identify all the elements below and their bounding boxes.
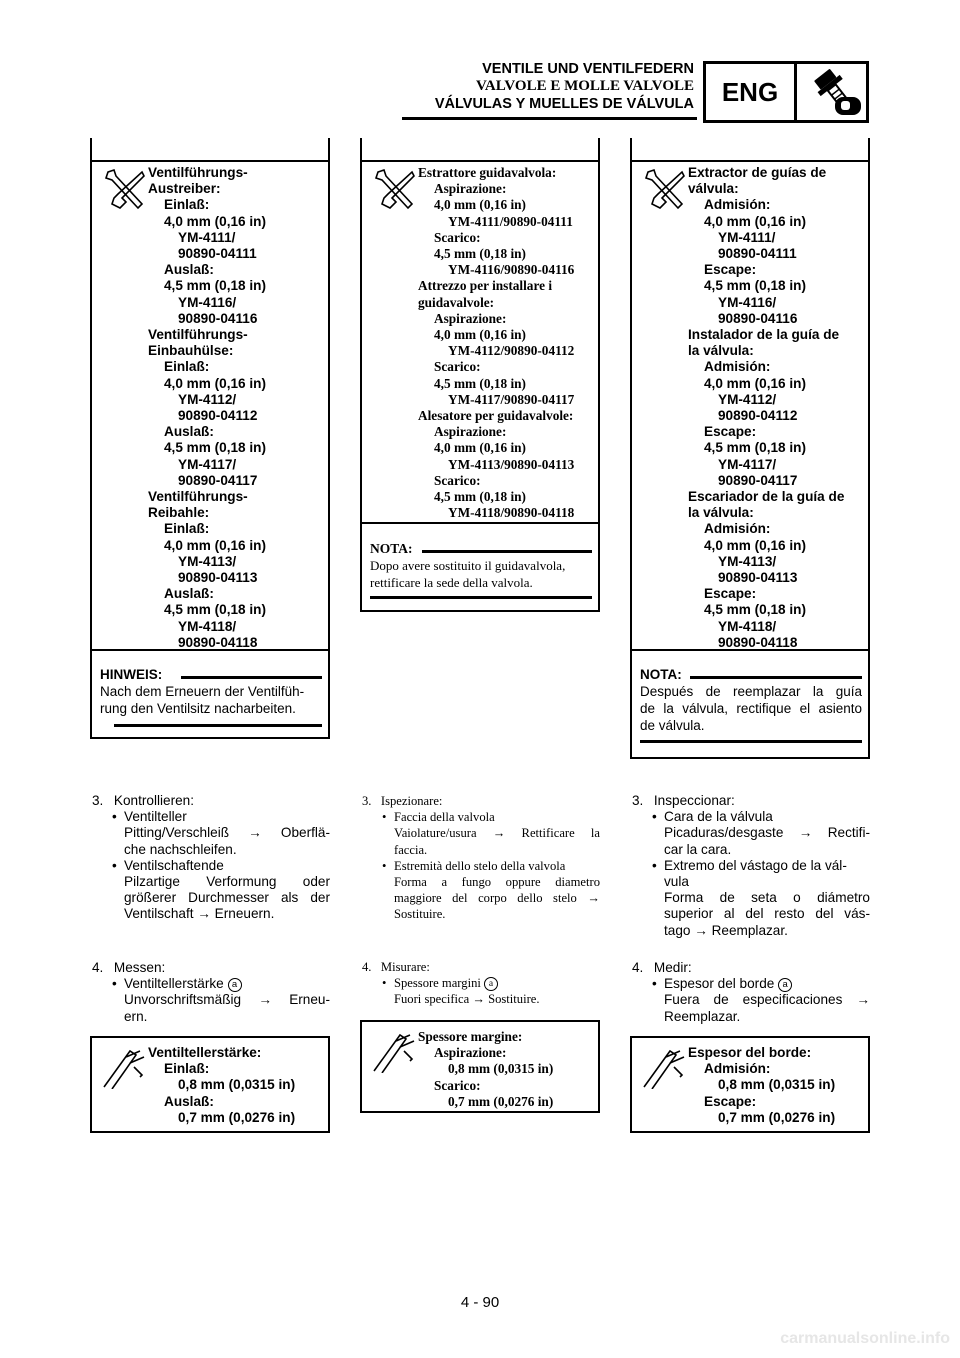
step-detail-line: maggiore del corpo dello stelo → xyxy=(394,891,600,906)
step-detail-line: Reemplazar. xyxy=(664,1008,741,1024)
tool-line: 4,0 mm (0,16 in) xyxy=(704,537,806,553)
step-heading: 4. Misurare: xyxy=(362,960,430,974)
tool-line: 4,5 mm (0,18 in) xyxy=(704,278,806,294)
bullet-item xyxy=(92,976,330,992)
tool-line: 4,5 mm (0,18 in) xyxy=(434,489,526,505)
box-left-tick xyxy=(90,138,92,160)
tool-line: 90890-04117 xyxy=(178,472,258,488)
note-block xyxy=(370,540,592,604)
tool-line: Admisión: xyxy=(704,359,771,375)
tool-line: 4,5 mm (0,18 in) xyxy=(164,602,266,618)
spec-line: Ventiltellerstärke: xyxy=(148,1045,262,1060)
wrench-screwdriver-icon xyxy=(642,166,688,212)
bullet-text: • Cara de la válvula xyxy=(664,809,773,824)
spec-line: 0,7 mm (0,0276 in) xyxy=(448,1093,554,1109)
note-block xyxy=(640,666,862,750)
note-title: HINWEIS: xyxy=(100,667,163,682)
tool-line: 90890-04118 xyxy=(178,634,258,650)
tool-line: 4,0 mm (0,16 in) xyxy=(704,375,806,391)
tool-line: YM-4118/ xyxy=(718,618,777,634)
page-number: 4 - 90 xyxy=(460,1294,500,1311)
note-title-rule xyxy=(422,550,592,553)
spec-line: 0,8 mm (0,0315 in) xyxy=(448,1061,554,1077)
wrench-screwdriver-icon xyxy=(102,166,148,212)
box-left-tick xyxy=(360,138,362,160)
watermark: carmanualsonline.info xyxy=(780,1330,950,1347)
tool-line: 90890-04117 xyxy=(718,472,798,488)
tool-line: válvula: xyxy=(688,181,739,197)
spec-line: 0,8 mm (0,0315 in) xyxy=(178,1077,296,1093)
tool-line: YM-4116/90890-04116 xyxy=(448,262,575,278)
box-right-tick xyxy=(868,138,870,160)
tool-line: 4,0 mm (0,16 in) xyxy=(434,327,526,343)
tool-line: Instalador de la guía de xyxy=(688,327,840,343)
bullet-text: • Espesor del borde a xyxy=(664,976,792,991)
tool-line: YM-4118/ xyxy=(178,618,237,634)
tool-line: Admisión: xyxy=(704,197,771,213)
note-bottom-rule xyxy=(114,724,322,727)
note-body xyxy=(640,683,862,734)
spec-box-es xyxy=(630,1036,870,1133)
note-line: Nach dem Erneuern der Ventilfüh- xyxy=(100,684,305,699)
tool-line: 90890-04116 xyxy=(718,310,798,326)
step-detail-line: größerer Durchmesser als der xyxy=(124,890,330,906)
spec-line: Admisión: xyxy=(704,1061,771,1077)
tool-line: YM-4113/ xyxy=(178,553,237,569)
spec-line: Escape: xyxy=(704,1093,757,1109)
note-block xyxy=(100,666,322,738)
step-detail-line: Fuori specifica → Sostituire. xyxy=(394,992,540,1007)
header-title-de: VENTILE UND VENTILFEDERN xyxy=(482,61,694,77)
box-separator xyxy=(632,649,868,651)
spec-line: Spessore margine: xyxy=(418,1029,523,1044)
step-detail-line: superior al del resto del vás- xyxy=(664,906,870,922)
tool-line: Auslaß: xyxy=(164,424,214,440)
tool-line: 90890-04118 xyxy=(718,634,798,650)
tool-line: YM-4118/90890-04118 xyxy=(448,505,575,521)
tool-line: la válvula: xyxy=(688,505,754,521)
tool-line: YM-4116/ xyxy=(718,294,777,310)
tool-line: 4,0 mm (0,16 in) xyxy=(434,440,526,456)
step-heading: 3. Kontrollieren: xyxy=(92,793,195,808)
tool-line: Einlaß: xyxy=(164,197,210,213)
tool-line: 4,0 mm (0,16 in) xyxy=(164,375,266,391)
step-detail-line: Forma a fungo oppure diametro xyxy=(394,875,600,890)
tool-line: Ventilführungs- xyxy=(148,165,248,180)
special-tools-box-es xyxy=(630,138,870,759)
spec-line: 0,7 mm (0,0276 in) xyxy=(178,1109,296,1125)
note-title: NOTA: xyxy=(370,541,413,556)
step3-text-it xyxy=(362,793,600,923)
box-top-rule xyxy=(630,160,870,162)
caliper-icon xyxy=(100,1047,146,1089)
bullet-text: • Extremo del vástago de la vál- xyxy=(664,858,847,873)
spec-line: 0,7 mm (0,0276 in) xyxy=(718,1109,836,1125)
tool-line: Escape: xyxy=(704,424,757,440)
step4-text-de xyxy=(92,960,330,1025)
bullet-item xyxy=(632,858,870,874)
tool-line: Aspirazione: xyxy=(434,424,507,440)
step-detail-line: faccia. xyxy=(394,842,428,857)
tool-line: Aspirazione: xyxy=(434,181,507,197)
tool-line: YM-4113/ xyxy=(718,553,777,569)
tool-line: Scarico: xyxy=(434,472,481,488)
tool-line: la válvula: xyxy=(688,343,754,359)
step3-text-es xyxy=(632,793,870,939)
tool-line: 4,0 mm (0,16 in) xyxy=(434,197,526,213)
header-title-it: VALVOLE E MOLLE VALVOLE xyxy=(476,78,694,94)
section-label: ENG xyxy=(721,77,779,107)
tool-line: Attrezzo per installare i xyxy=(418,278,553,294)
bullet-text: • Ventilteller xyxy=(124,809,187,824)
header-title-es: VÁLVULAS Y MUELLES DE VÁLVULA xyxy=(434,96,694,112)
tool-line: YM-4111/90890-04111 xyxy=(448,213,573,229)
box-left-tick xyxy=(630,138,632,160)
tool-line: YM-4112/ xyxy=(178,391,237,407)
tool-line: Austreiber: xyxy=(148,181,221,197)
bullet-text: • Faccia della valvola xyxy=(394,810,495,824)
step-detail-line: ern. xyxy=(124,1008,148,1024)
step-heading: 4. Medir: xyxy=(632,960,692,975)
tool-line: 90890-04116 xyxy=(178,310,258,326)
callout-marker: a xyxy=(484,977,498,991)
spec-list xyxy=(418,1029,553,1110)
bullet-text: • Spessore margini a xyxy=(394,976,498,990)
tool-line: Escariador de la guía de xyxy=(688,489,845,505)
note-line: Dopo avere sostituito il guidavalvola, xyxy=(370,558,566,573)
tool-line: YM-4116/ xyxy=(178,294,237,310)
tool-line: 90890-04112 xyxy=(178,408,258,424)
step-detail-line: car la cara. xyxy=(664,841,732,857)
tool-line: 4,5 mm (0,18 in) xyxy=(704,440,806,456)
tool-line: 4,5 mm (0,18 in) xyxy=(704,602,806,618)
tool-line: Auslaß: xyxy=(164,262,214,278)
step-heading: 3. Ispezionare: xyxy=(362,794,443,808)
spec-list xyxy=(688,1045,835,1126)
tool-line: 4,0 mm (0,16 in) xyxy=(164,537,266,553)
engine-piston-icon xyxy=(801,67,867,117)
tool-line: YM-4117/90890-04117 xyxy=(448,391,575,407)
spec-line: Espesor del borde: xyxy=(688,1045,812,1060)
note-body xyxy=(370,557,596,591)
spec-line: Aspirazione: xyxy=(434,1045,507,1061)
tool-line: Escape: xyxy=(704,586,757,602)
tool-line: YM-4111/ xyxy=(718,229,776,245)
note-title-rule xyxy=(181,676,322,679)
wrench-screwdriver-icon xyxy=(372,166,418,212)
tool-line: Extractor de guías de xyxy=(688,165,827,180)
tool-list xyxy=(148,165,266,651)
tool-line: Einbauhülse: xyxy=(148,343,234,359)
tool-line: guidavalvole: xyxy=(418,294,495,310)
tool-line: YM-4117/ xyxy=(178,456,237,472)
step-detail-line: Unvorschriftsmäßig → Erneu- xyxy=(124,992,330,1008)
callout-marker: a xyxy=(228,978,242,992)
step-detail-line: che nachschleifen. xyxy=(124,841,237,857)
tool-list xyxy=(418,165,574,521)
tool-line: YM-4112/ xyxy=(718,391,777,407)
tool-line: Alesatore per guidavalvole: xyxy=(418,408,574,424)
bullet-item xyxy=(632,809,870,825)
step-detail-line: Pitting/Verschleiß → Oberflä- xyxy=(124,825,330,841)
tool-line: Scarico: xyxy=(434,229,481,245)
tool-line: Scarico: xyxy=(434,359,481,375)
note-line: rung den Ventilsitz nacharbeiten. xyxy=(100,701,296,716)
tool-line: Estrattore guidavalvola: xyxy=(418,165,557,180)
spec-line: 0,8 mm (0,0315 in) xyxy=(718,1077,836,1093)
section-divider xyxy=(794,64,797,120)
step-detail-line: Picaduras/desgaste → Rectifi- xyxy=(664,825,870,841)
spec-line: Auslaß: xyxy=(164,1093,214,1109)
special-tools-box-it xyxy=(360,138,600,612)
bullet-item xyxy=(362,809,600,825)
bullet-item xyxy=(362,975,600,991)
note-line: de válvula. xyxy=(640,718,705,733)
bullet-item xyxy=(92,809,330,825)
step-detail-line: Sostituire. xyxy=(394,907,446,922)
callout-marker: a xyxy=(778,978,792,992)
step-detail-line: Ventilschaft → Erneuern. xyxy=(124,906,275,922)
tool-line: Ventilführungs- xyxy=(148,327,248,343)
step-detail-line: Pilzartige Verformung oder xyxy=(124,874,330,890)
caliper-icon xyxy=(640,1047,686,1089)
tool-line: Escape: xyxy=(704,262,757,278)
tool-line: Einlaß: xyxy=(164,359,210,375)
step-heading: 3. Inspeccionar: xyxy=(632,793,735,808)
spec-list xyxy=(148,1045,295,1126)
box-right-tick xyxy=(328,138,330,160)
step-heading: 4. Messen: xyxy=(92,960,166,975)
tool-line: 90890-04113 xyxy=(718,570,798,586)
box-separator xyxy=(92,649,328,651)
box-top-rule xyxy=(360,160,600,162)
tool-line: 4,5 mm (0,18 in) xyxy=(434,375,526,391)
tool-line: Aspirazione: xyxy=(434,310,507,326)
tool-line: YM-4112/90890-04112 xyxy=(448,343,575,359)
spec-box-it xyxy=(360,1020,600,1113)
tool-line: YM-4111/ xyxy=(178,229,236,245)
tool-line: 90890-04111 xyxy=(718,246,797,262)
bullet-item xyxy=(362,858,600,874)
special-tools-box-de xyxy=(90,138,330,739)
bullet-item xyxy=(92,858,330,874)
step-detail-line: vula xyxy=(664,874,689,890)
tool-line: Ventilführungs- xyxy=(148,489,248,505)
step-detail-line: Forma de seta o diámetro xyxy=(664,890,870,906)
box-separator xyxy=(362,522,598,524)
note-line: rettificare la sede della valvola. xyxy=(370,575,533,590)
tool-line: 90890-04113 xyxy=(178,570,258,586)
tool-line: 90890-04111 xyxy=(178,246,257,262)
box-right-tick xyxy=(598,138,600,160)
note-bottom-rule xyxy=(640,740,862,743)
step4-text-es xyxy=(632,960,870,1025)
step-detail-line: tago → Reemplazar. xyxy=(664,922,788,938)
tool-line: 4,5 mm (0,18 in) xyxy=(434,246,526,262)
note-line: Después de reemplazar la guía xyxy=(640,684,862,699)
tool-line: Admisión: xyxy=(704,521,771,537)
tool-line: 4,5 mm (0,18 in) xyxy=(164,278,266,294)
spec-line: Einlaß: xyxy=(164,1061,210,1077)
note-title: NOTA: xyxy=(640,667,682,682)
tool-line: Reibahle: xyxy=(148,505,210,521)
tool-line: Einlaß: xyxy=(164,521,210,537)
step-detail-line: Vaiolature/usura → Rettificare la xyxy=(394,826,600,841)
note-line: de la válvula, rectifique el asiento xyxy=(640,701,862,716)
step4-text-it xyxy=(362,959,600,1008)
tool-line: YM-4117/ xyxy=(718,456,777,472)
note-body xyxy=(100,683,322,717)
bullet-item xyxy=(632,976,870,992)
box-top-rule xyxy=(90,160,330,162)
spec-box-de xyxy=(90,1036,330,1133)
bullet-text: • Estremità dello stelo della valvola xyxy=(394,859,565,873)
caliper-icon xyxy=(370,1031,416,1073)
bullet-text: • Ventilschaftende xyxy=(124,858,224,873)
tool-line: 4,0 mm (0,16 in) xyxy=(164,213,266,229)
tool-line: YM-4113/90890-04113 xyxy=(448,456,575,472)
tool-line: 4,5 mm (0,18 in) xyxy=(164,440,266,456)
note-bottom-rule xyxy=(370,596,592,599)
tool-line: 90890-04112 xyxy=(718,408,798,424)
section-tab xyxy=(703,61,869,123)
tool-list xyxy=(688,165,844,651)
spec-line: Scarico: xyxy=(434,1077,481,1093)
tool-line: Auslaß: xyxy=(164,586,214,602)
header-rule xyxy=(402,117,697,120)
bullet-text: • Ventiltellerstärke a xyxy=(124,976,242,991)
tool-line: 4,0 mm (0,16 in) xyxy=(704,213,806,229)
step-detail-line: Fuera de especificaciones → xyxy=(664,992,870,1008)
note-title-rule xyxy=(690,676,862,679)
step3-text-de xyxy=(92,793,330,923)
